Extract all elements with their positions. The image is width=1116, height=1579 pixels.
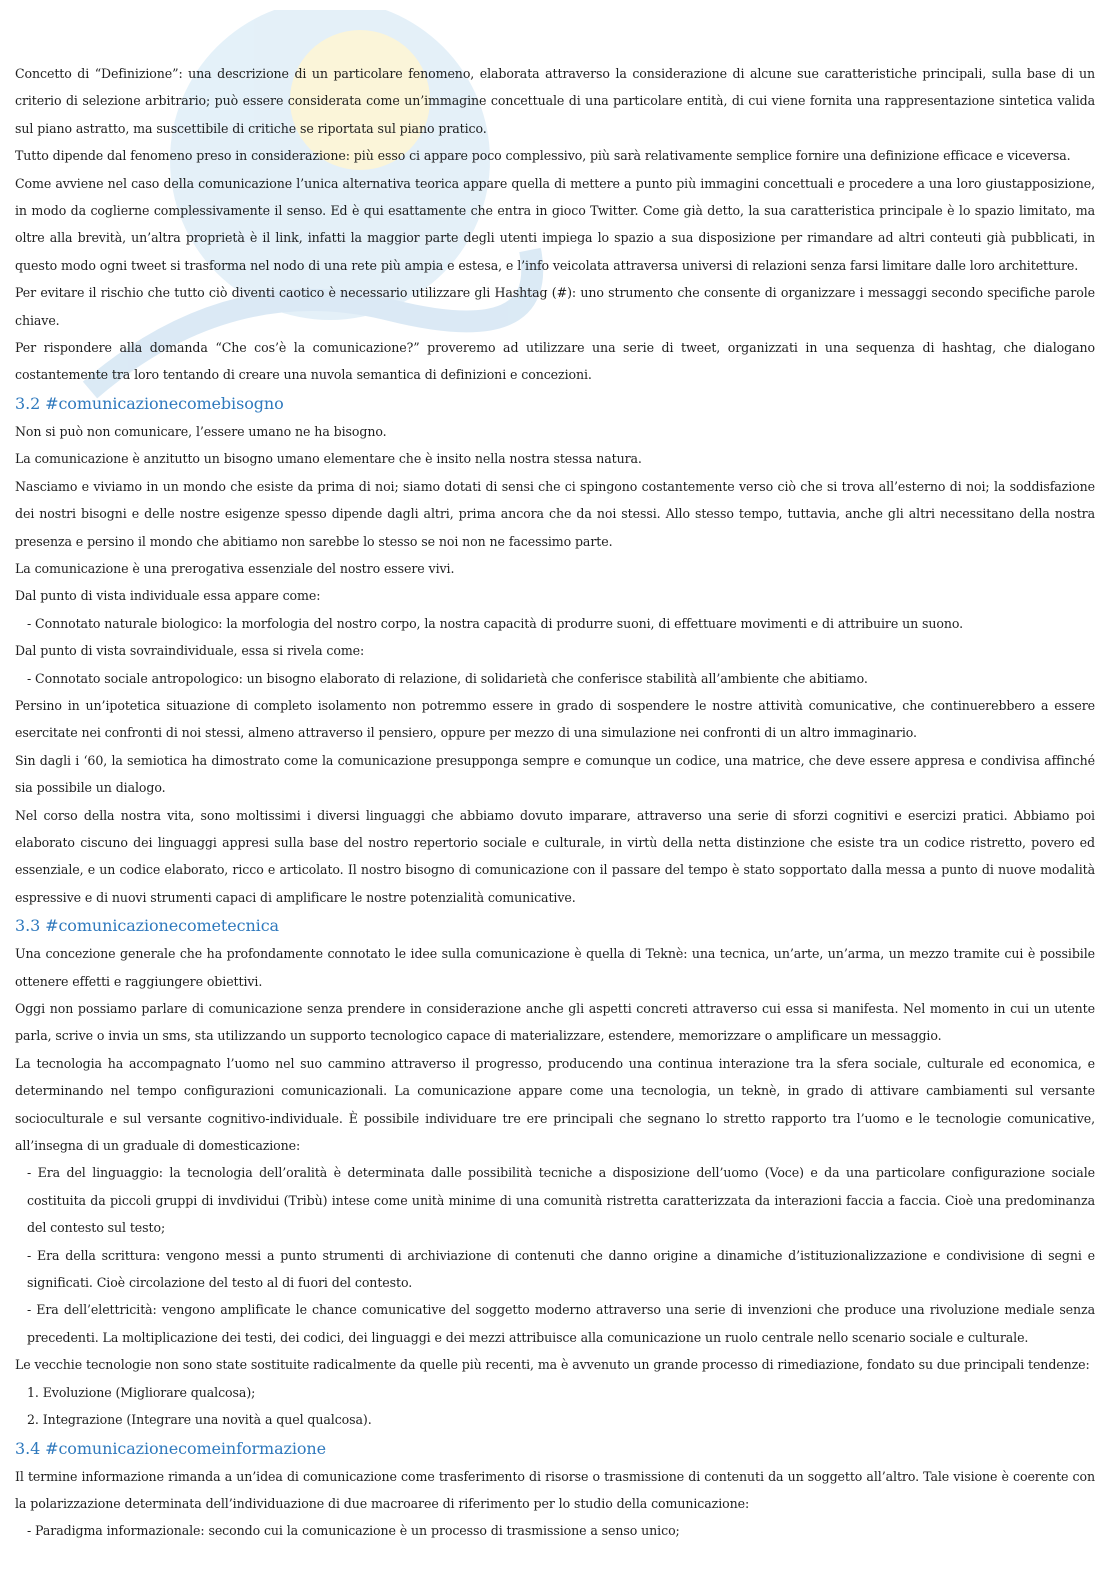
paragraph: Dal punto di vista sovraindividuale, essa si rivela come: [15,643,365,659]
document-page [15,60,1095,1545]
paragraph: Come avviene nel caso della comunicazione l’unica alternativa teorica appare quella di mettere a punto più immagini concettuali e procedere a una loro giustapposizione, in modo da coglierne complessivamente il senso. Ed è qui esattamente che entra in gioco Twitter. Come già detto, la sua caratteristica principale è lo spazio limitato, ma oltre alla brevità, un’altra proprietà è il link, infatti la maggior parte degli utenti impiega lo spazio a sua disposizione per rimandare ad altri conteuti già pubblicati, in questo modo ogni tweet si trasforma nel nodo di una rete più ampia e estesa, e l’info veicolata attraversa universi di relazioni senza farsi limitare dalle loro architetture. [15,175,1095,273]
paragraph: Nel corso della nostra vita, sono moltissimi i diversi linguaggi che abbiamo dovuto imparare, attraverso una serie di sforzi cognitivi e esercizi pratici. Abbiamo poi elaborato ciscuno dei linguaggi appresi sulla base del nostro repertorio sociale e culturale, in virtù della netta distinzione che esiste tra un codice ristretto, povero ed essenziale, e un codice elaborato, ricco e articolato. Il nostro bisogno di comunicazione con il passare del tempo è stato sopportato dalla messa a punto di nuove modalità espressive e di nuovi strumenti capaci di amplificare le nostre potenzialità comunicative. [15,807,1095,905]
numbered-item: 1. Evoluzione (Migliorare qualcosa); [27,1384,256,1400]
paragraph: Persino in un’ipotetica situazione di completo isolamento non potremmo essere in grado di sospendere le nostre attività comunicative, che continuerebbero a essere esercitate nei confronti di noi stessi, almeno attraverso il pensiero, oppure per mezzo di una simulazione nei confronti di un altro immaginario. [15,697,1095,741]
bullet-item: - Era del linguaggio: la tecnologia dell’oralità è determinata dalle possibilità tecniche a disposizione dell’uomo (Voce) e da una particolare configurazione sociale costituita da piccoli gruppi di invdividui (Tribù) intese come unità minime di una comunità ristretta caratterizzata da interazioni faccia a faccia. Cioè una predominanza del contesto sul testo; [27,1165,1095,1236]
paragraph: La tecnologia ha accompagnato l’uomo nel suo cammino attraverso il progresso, producendo una continua interazione tra la sfera sociale, culturale ed economica, e determinando nel tempo configurazioni comunicazionali. La comunicazione appare come una tecnologia, un teknè, in grado di attivare cambiamenti sul versante socioculturale e sul versante cognitivo-individuale. È possibile individuare tre ere principali che segnano lo stretto rapporto tra l’uomo e le tecnologie comunicative, all’insegna di un graduale di domesticazione: [15,1055,1095,1154]
paragraph: Una concezione generale che ha profondamente connotato le idee sulla comunicazione è quella di Teknè: una tecnica, un’arte, un’arma, un mezzo tramite cui è possibile ottenere effetti e raggiungere obiettivi. [15,946,1095,989]
paragraph: Le vecchie tecnologie non sono state sostituite radicalmente da quelle più recenti, ma è avvenuto un grande processo di rimediazione, fondato su due principali tendenze: [15,1357,1090,1373]
paragraph: Per evitare il rischio che tutto ciò diventi caotico è necessario utilizzare gli Hashtag (#): uno strumento che consente di organizzare i messaggi secondo specifiche parole chiave. [15,285,1095,328]
numbered-item: 2. Integrazione (Integrare una novità a quel qualcosa). [27,1412,372,1428]
bullet-item: - Paradigma informazionale: secondo cui la comunicazione è un processo di trasmissione a senso unico; [27,1523,680,1539]
paragraph: Sin dagli i ‘60, la semiotica ha dimostrato come la comunicazione presupponga sempre e comunque un codice, una matrice, che deve essere appresa e condivisa affinché sia possibile un dialogo. [15,752,1095,796]
bullet-item: - Connotato naturale biologico: la morfologia del nostro corpo, la nostra capacità di produrre suoni, di effettuare movimenti e di attribuire un suono. [27,615,964,631]
paragraph: Oggi non possiamo parlare di comunicazione senza prendere in considerazione anche gli aspetti concreti attraverso cui essa si manifesta. Nel momento in cui un utente parla, scrive o invia un sms, sta utilizzando un supporto tecnologico capace di materializzare, estendere, memorizzare o amplificare un messaggio. [15,1001,1095,1044]
bullet-item: - Era della scrittura: vengono messi a punto strumenti di archiviazione di contenuti che danno origine a dinamiche d’istituzionalizzazione e condivisione di segni e significati. Cioè circolazione del testo al di fuori del contesto. [27,1247,1095,1291]
section-heading-3-2: 3.2 #comunicazionecomebisogno [15,393,284,413]
paragraph: Tutto dipende dal fenomeno preso in considerazione: più esso ci appare poco complessivo, più sarà relativamente semplice fornire una definizione efficace e viceversa. [15,148,1071,164]
paragraph: Concetto di “Definizione”: una descrizione di un particolare fenomeno, elaborata attraverso la considerazione di alcune sue caratteristiche principali, sulla base di un criterio di selezione arbitrario; può essere considerata come un’immagine concettuale di una particolare entità, di cui viene fornita una rappresentazione sintetica valida sul piano astratto, ma suscettibile di critiche se riportata sul piano pratico. [15,66,1095,136]
paragraph: Per rispondere alla domanda “Che cos’è la comunicazione?” proveremo ad utilizzare una serie di tweet, organizzati in una sequenza di hashtag, che dialogano costantemente tra loro tentando di creare una nuvola semantica di definizioni e concezioni. [15,340,1095,383]
paragraph: Il termine informazione rimanda a un’idea di comunicazione come trasferimento di risorse o trasmissione di contenuti da un soggetto all’altro. Tale visione è coerente con la polarizzazione determinata dell’individuazione di due macroaree di riferimento per lo studio della comunicazione: [15,1468,1095,1511]
paragraph: Nasciamo e viviamo in un mondo che esiste da prima di noi; siamo dotati di sensi che ci spingono costantemente verso ciò che si trova all’esterno di noi; la soddisfazione dei nostri bisogni e delle nostre esigenze spesso dipende dagli altri, prima ancora che da noi stessi. Allo stesso tempo, tuttavia, anche gli altri necessitano della nostra presenza e persino il mondo che abitiamo non sarebbe lo stesso se noi non ne facessimo parte. [15,478,1095,549]
section-heading-3-3: 3.3 #comunicazionecometecnica [15,916,279,936]
paragraph: Dal punto di vista individuale essa appare come: [15,588,321,604]
paragraph: La comunicazione è anzitutto un bisogno umano elementare che è insito nella nostra stessa natura. [15,451,642,467]
bullet-item: - Era dell’elettricità: vengono amplificate le chance comunicative del soggetto moderno attraverso una serie di invenzioni che produce una rivoluzione mediale senza precedenti. La moltiplicazione dei testi, dei codici, dei linguaggi e dei mezzi attribuisce alla comunicazione un ruolo centrale nello scenario sociale e culturale. [27,1302,1095,1345]
paragraph: Non si può non comunicare, l’essere umano ne ha bisogno. [15,423,387,439]
section-heading-3-4: 3.4 #comunicazionecomeinformazione [15,1438,327,1458]
bullet-item: - Connotato sociale antropologico: un bisogno elaborato di relazione, di solidarietà che conferisce stabilità all’ambiente che abitiamo. [27,670,868,686]
paragraph: La comunicazione è una prerogativa essenziale del nostro essere vivi. [15,560,455,576]
